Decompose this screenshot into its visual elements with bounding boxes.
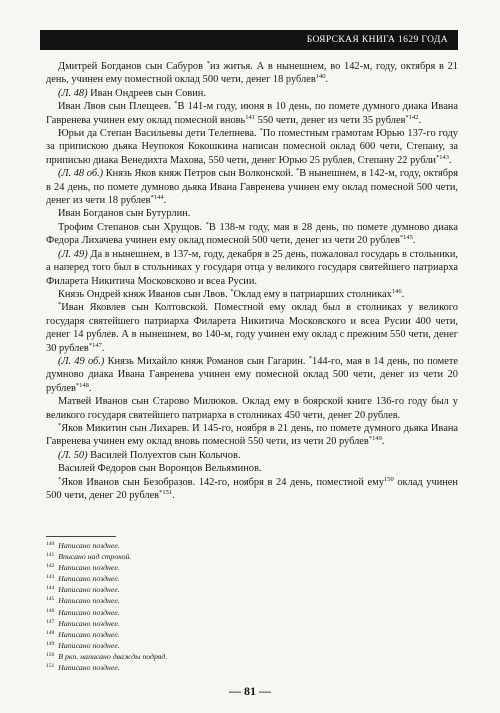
paragraph	[46, 476, 458, 503]
paragraph	[46, 167, 458, 207]
text-run: Яков Микитин сын Лихарев. И 145-го, ноября в 21 день, по помете думного дьяка Ивана Гавренева учинен ему оклад вновь помесной 550 чети, из чети 20 рублев	[46, 422, 458, 448]
footnote-marker: *	[58, 301, 62, 309]
text-run: Дмитрей Богданов сын Сабуров	[58, 61, 207, 72]
text-run: Иван Ондреев сын Совин.	[87, 87, 206, 99]
paragraph	[46, 207, 458, 220]
footnote-text: Написано позднее.	[58, 663, 120, 673]
paragraph	[46, 60, 458, 87]
text-run: Матвей Иванов сын Старово Милюков. Оклад ему в боярской книге 136-го году был у великого государя святейшего патриарха в столниках 450 чети, денег 20 рублев.	[46, 396, 458, 421]
paragraph	[46, 301, 458, 355]
footnote	[46, 618, 167, 629]
running-header	[40, 30, 458, 50]
footnote-text: Написано позднее.	[58, 640, 120, 650]
text-run: 144-го, мая в 14 день, по помете думново диака Ивана Гавренева учинен ему помесной оклад 500 чети, денег из чети 20 рублев	[46, 355, 458, 394]
footnote-marker: 141	[245, 113, 256, 121]
footnote-number: 140	[46, 541, 55, 547]
footnote-marker: 150	[383, 475, 394, 483]
main-text	[46, 60, 458, 502]
text-run: Да в нынешнем, в 137-м, году, декабря в 25 день, пожаловал государь в стольники, а наперед того был в стольниках у государя отца у великого государя святейшего патриарха Филарета Никитича Московсково и всеа Русии.	[46, 248, 458, 287]
text-run: .	[88, 382, 92, 394]
folio-reference: (Л. 50)	[58, 449, 88, 461]
footnote-marker: *151	[159, 489, 173, 496]
footnote-number: 142	[46, 563, 55, 570]
footnote-marker: *143	[435, 153, 449, 161]
text-run: .	[401, 288, 405, 300]
text-run: По поместным грамотам Юрью 137-го году за припискою дьяка Неупокоя Кокошкина написан помесной оклад 600 чети, Степану, за приписью диака Венедихта Махова, 550 чети, денег Юрью 25 рублев, Степану 22 рубли	[46, 128, 458, 166]
footnote-number: 147	[46, 618, 55, 625]
footnote-divider	[46, 536, 116, 537]
text-run: оклад учинен 500 чети, денег 20 рублев	[46, 476, 458, 501]
text-run: Князь Ондрей княж Иванов сын Лвов.	[58, 288, 231, 300]
footnote-text: Написано позднее.	[58, 607, 120, 617]
footnote-number: 150	[46, 651, 55, 658]
footnote	[46, 640, 167, 651]
footnote-text: Написано позднее.	[58, 596, 120, 606]
text-run: .	[448, 154, 452, 166]
paragraph	[46, 449, 458, 462]
paragraph	[46, 395, 458, 422]
paragraph	[46, 422, 458, 449]
text-run: В 141-м году, июня в 10 день, по помете думного диака Ивана Гавренева учинен ему оклад помесной вновь	[46, 101, 458, 126]
footnote-text: Написано позднее.	[58, 585, 120, 595]
footnote-marker: *148	[75, 381, 89, 389]
paragraph	[46, 87, 458, 100]
footnote	[46, 540, 167, 551]
footnote-text: Написано позднее.	[58, 541, 120, 550]
footnote-marker: *	[58, 421, 62, 429]
footnote-marker: *147	[88, 341, 102, 349]
text-run: Яков Иванов сын Безобразов. 142-го, ноября в 24 день, поместной ему	[61, 476, 384, 488]
footnote-number: 146	[46, 607, 55, 614]
footnote-number: 149	[46, 640, 55, 647]
footnote-marker: *	[230, 287, 234, 295]
footnote-number: 141	[46, 552, 55, 559]
footnote-text: Вписано над строкой.	[58, 552, 132, 562]
footnote-marker: *	[308, 354, 313, 362]
paragraph	[46, 100, 458, 127]
text-run: В нынешнем, в 142-м, году, октября в 24 день, по помете думново дьяка Ивана Гавренева учинен ему оклад помесной 500 чети, денег из чети 18 рублев	[46, 168, 459, 207]
text-run: Князь Михайло княж Романов сын Гагарин.	[104, 355, 309, 367]
text-run: .	[412, 235, 416, 247]
footnotes	[46, 540, 167, 673]
footnote-text: Написано позднее.	[58, 629, 120, 639]
text-run: Князь Яков княж Петров сын Волконской.	[103, 168, 296, 180]
paragraph	[46, 462, 458, 475]
footnote-marker: *	[295, 167, 300, 175]
paragraph	[46, 288, 458, 301]
text-run: В 138-м году, мая в 28 день, по помете думново диака Федора Лихачева учинен ему оклад помесной 500 чети, денег из чети 20 рублев	[46, 221, 458, 247]
running-header-title: БОЯРСКАЯ КНИГА 1629 ГОДА	[306, 35, 448, 45]
footnote	[46, 562, 167, 573]
footnote	[46, 573, 167, 584]
paragraph	[46, 248, 458, 288]
folio-reference: (Л. 49)	[58, 248, 88, 260]
paragraph	[46, 355, 458, 395]
page-number: — 81 —	[229, 684, 271, 698]
text-run: .	[172, 490, 175, 501]
footnote-marker: 146	[391, 287, 402, 295]
footnote-number: 151	[46, 663, 55, 670]
text-run: Иван Яковлев сын Колтовской. Поместной ему оклад был в столниках у великого государя святейшего патриарха Филарета Никитича Московского и всеа Русии 400 чети, денег 14 рублев. А в нынешнем, во 140-м, году учинен ему оклад с прежним 550 чети, денег 30 рублев	[46, 302, 458, 354]
paragraph	[46, 221, 458, 248]
footnote-text: Написано позднее.	[58, 563, 120, 573]
footnote-marker: *	[259, 127, 263, 135]
text-run: .	[101, 342, 105, 354]
text-run: Василей Федоров сын Воронцов Вельяминов.	[58, 463, 262, 475]
text-run: .	[325, 74, 329, 86]
text-run: Оклад ему в патриарших столниках	[233, 288, 392, 300]
paragraph	[46, 127, 458, 167]
footnote-marker: *	[206, 60, 211, 67]
footnote-text: Написано позднее.	[58, 618, 120, 628]
text-run: .	[418, 114, 422, 126]
footnote	[46, 662, 167, 673]
footnote	[46, 551, 167, 562]
text-run: .	[163, 195, 167, 207]
footnote-marker: *149	[368, 435, 382, 443]
text-run: Трофим Степанов сын Хрущов.	[58, 221, 206, 233]
text-run: из житья. А в нынешнем, во 142-м, году, октября в 21 день, учинен ему поместной оклад 500 чети, денег 18 рублев	[46, 61, 459, 86]
footnote	[46, 629, 167, 640]
footnote-marker: *144	[150, 194, 164, 202]
folio-reference: (Л. 49 об.)	[58, 355, 105, 367]
footnote-number: 148	[46, 629, 55, 636]
footnote	[46, 651, 167, 662]
footnote	[46, 607, 167, 618]
footnote-text: Написано позднее.	[58, 574, 120, 584]
text-run: .	[381, 436, 385, 448]
text-run: Иван Лвов сын Плещеев.	[58, 101, 175, 113]
folio-reference: (Л. 48 об.)	[58, 168, 104, 180]
footnote	[46, 595, 167, 606]
footnote-text: В ркп. написано дважды подряд.	[58, 651, 168, 661]
footnote-number: 143	[46, 574, 55, 581]
footnote-marker: 140	[315, 73, 326, 81]
text-run: Юрьи да Степан Васильевы дети Телепнева.	[58, 128, 260, 140]
footnote	[46, 584, 167, 595]
folio-reference: (Л. 48)	[58, 87, 88, 99]
text-run: 550 чети, денег из чети 35 рублев	[255, 114, 406, 126]
footnote-marker: *145	[399, 234, 413, 242]
text-run: Иван Богданов сын Бутурлин.	[58, 208, 191, 220]
footnote-marker: *	[205, 220, 209, 228]
text-run: Василей Полуехтов сын Колычов.	[87, 449, 241, 461]
footnote-marker: *142	[405, 113, 419, 121]
footnote-marker: *	[174, 100, 178, 108]
footnote-number: 144	[46, 585, 55, 592]
footnote-number: 145	[46, 596, 55, 603]
footnote-marker: *	[58, 475, 62, 483]
